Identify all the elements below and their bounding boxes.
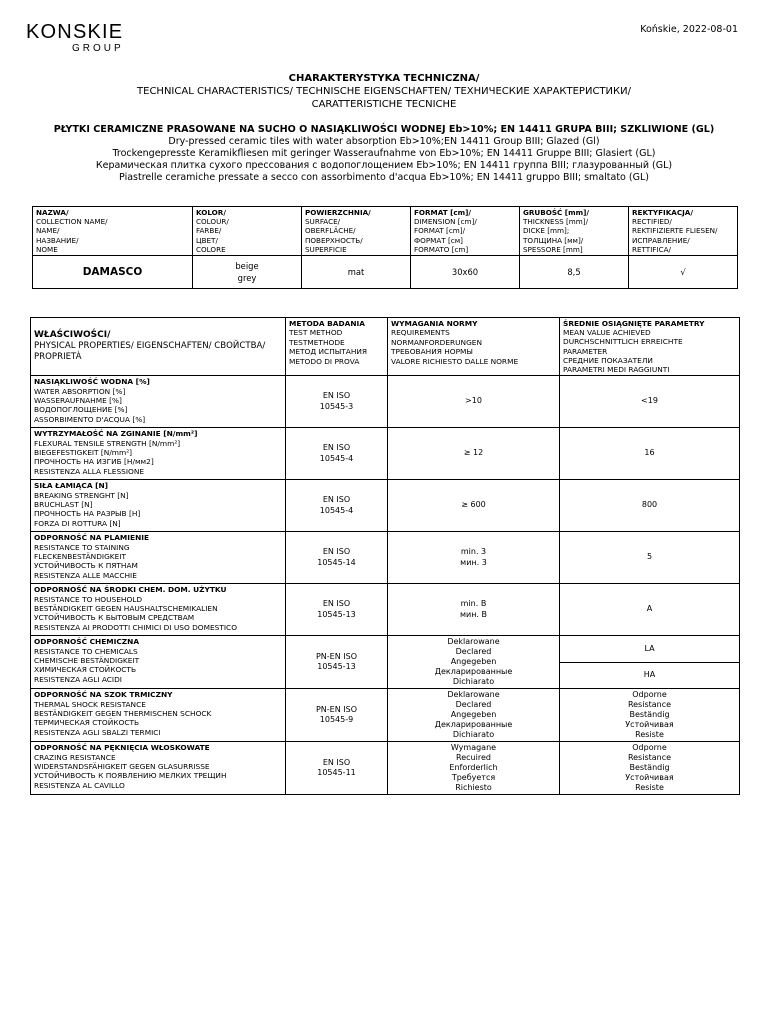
value-name: DAMASCO bbox=[33, 256, 193, 289]
value-format: 30x60 bbox=[411, 256, 520, 289]
property-row bbox=[31, 742, 740, 795]
brand-sub: GROUP bbox=[72, 43, 124, 54]
product-it: Piastrelle ceramiche pressate a secco con assorbimento d'acqua Eb>10%; EN 14411 gruppo BIII; smaltato (GL) bbox=[119, 172, 649, 183]
product-ru: Керамическая плитка сухого прессования с водопоглощением Eb>10%; EN 14411 группа BIII; глазурованный (GL) bbox=[95, 160, 673, 171]
header-rectified: REKTYFIKACJA/ RECTIFIED/ REKTIFIZIERTE FLIESEN/ ИСПРАВЛЕНИЕ/ RETTIFICA/ bbox=[629, 207, 738, 256]
property-row bbox=[31, 532, 740, 584]
title-main: CHARAKTERYSTYKA TECHNICZNA/ bbox=[288, 73, 480, 84]
properties-header bbox=[31, 318, 740, 376]
product-description bbox=[0, 124, 768, 184]
mean-value: A bbox=[560, 584, 740, 636]
requirement: min. B мин. B bbox=[388, 584, 560, 636]
product-pl: PŁYTKI CERAMICZNE PRASOWANE NA SUCHO O NASIĄKLIWOŚCI WODNEJ Eb>10%; EN 14411 GRUPA BIII; SZKLIWIONE (GL) bbox=[53, 124, 715, 135]
properties-table bbox=[30, 317, 740, 795]
property-row bbox=[31, 689, 740, 742]
title-line-3: CARATTERISTICHE TECNICHE bbox=[311, 99, 457, 110]
requirement: min. 3 мин. 3 bbox=[388, 532, 560, 584]
product-table bbox=[32, 206, 738, 289]
mean-value: <19 bbox=[560, 376, 740, 428]
property-row bbox=[31, 428, 740, 480]
test-method: EN ISO 10545-14 bbox=[286, 532, 388, 584]
mean-value: 16 bbox=[560, 428, 740, 480]
property-label: ODPORNOŚĆ CHEMICZNA RESISTANCE TO CHEMICALS CHEMISCHE BESTÄNDIGKEIT ХИМИЧЕСКАЯ СТОЙКОСТЬ RESISTENZA AGLI ACIDI bbox=[31, 636, 286, 689]
requirement: Deklarowane Declared Angegeben Декларированные Dichiarato bbox=[388, 689, 560, 742]
property-row bbox=[31, 480, 740, 532]
product-table-header bbox=[33, 207, 738, 256]
requirement: Wymagane Recuired Enforderlich Требуется Richiesto bbox=[388, 742, 560, 795]
property-label: ODPORNOŚĆ NA PLAMIENIE RESISTANCE TO STAINING FLECKENBESTÄNDIGKEIT УСТОЙЧИВОСТЬ К ПЯТНАМ RESISTENZA ALLE MACCHIE bbox=[31, 532, 286, 584]
test-method: EN ISO 10545-4 bbox=[286, 428, 388, 480]
value-surface: mat bbox=[302, 256, 411, 289]
document-date: Końskie, 2022-08-01 bbox=[640, 24, 738, 35]
mean-value-secondary: HA bbox=[560, 662, 740, 689]
test-method: EN ISO 10545-4 bbox=[286, 480, 388, 532]
header-format: FORMAT [cm]/ DIMENSION [cm]/ FORMAT [cm]/ ФОРМАТ [см] FORMATO [cm] bbox=[411, 207, 520, 256]
mean-value: LA bbox=[560, 636, 740, 663]
value-thickness: 8,5 bbox=[520, 256, 629, 289]
brand-name: KONSKIE bbox=[26, 21, 124, 43]
requirement: ≥ 600 bbox=[388, 480, 560, 532]
property-label: ODPORNOŚĆ NA ŚRODKI CHEM. DOM. UŻYTKU RESISTANCE TO HOUSEHOLD BESTÄNDIGKEIT GEGEN HAUSHALTSCHEMIKALIEN УСТОЙЧИВОСТЬ К БЫТОВЫМ СРЕДСТВАМ RESISTENZA AI PRODOTTI CHIMICI DI USO DOMESTICO bbox=[31, 584, 286, 636]
test-method: PN-EN ISO 10545-13 bbox=[286, 636, 388, 689]
header-properties: WŁAŚCIWOŚCI/ PHYSICAL PROPERTIES/ EIGENSCHAFTEN/ СВОЙСТВА/ PROPRIETÀ bbox=[31, 318, 286, 376]
property-row bbox=[31, 584, 740, 636]
property-label: ODPORNOŚĆ NA SZOK TRMICZNY THERMAL SHOCK RESISTANCE BESTÄNDIGKEIT GEGEN THERMISCHEN SCHOCK ТЕРМИЧЕСКАЯ СТОЙКОСТЬ RESISTENZA AGLI SBALZI TERMICI bbox=[31, 689, 286, 742]
product-en: Dry-pressed ceramic tiles with water absorption Eb>10%;EN 14411 Group BIII; Glazed (Gl) bbox=[168, 136, 600, 147]
header-colour: KOLOR/ COLOUR/ FARBE/ ЦВЕТ/ COLORE bbox=[193, 207, 302, 256]
mean-value: 5 bbox=[560, 532, 740, 584]
header-name: NAZWA/ COLLECTION NAME/ NAME/ НАЗВАНИЕ/ NOME bbox=[33, 207, 193, 256]
mean-value: Odporne Resistance Beständig Устойчивая Resiste bbox=[560, 689, 740, 742]
header-mean-value: ŚREDNIE OSIĄGNIĘTE PARAMETRY MEAN VALUE ACHIEVED DURCHSCHNITTLICH ERREICHTE PARAMETER СРЕДНИЕ ПОКАЗАТЕЛИ PARAMETRI MEDI RAGGIUNTI bbox=[560, 318, 740, 376]
header-requirements: WYMAGANIA NORMY REQUIREMENTS NORMANFORDERUNGEN ТРЕБОВАНИЯ НОРМЫ VALORE RICHIESTO DALLE NORME bbox=[388, 318, 560, 376]
brand-logo bbox=[26, 22, 124, 56]
title-line-2: TECHNICAL CHARACTERISTICS/ TECHNISCHE EIGENSCHAFTEN/ ТЕХНИЧЕСКИЕ ХАРАКТЕРИСТИКИ/ bbox=[137, 86, 631, 97]
property-label: NASIĄKLIWOŚĆ WODNA [%] WATER ABSORPTION [%] WASSERAUFNAHME [%] ВОДОПОГЛОЩЕНИЕ [%] ASSORBIMENTO D'ACQUA [%] bbox=[31, 376, 286, 428]
property-label: ODPORNOŚĆ NA PĘKNIĘCIA WŁOSKOWATE CRAZING RESISTANCE WIDERSTANDSFÄHIGKEIT GEGEN GLASURRISSE УСТОЙЧИВОСТЬ К ПОЯВЛЕНИЮ МЕЛКИХ ТРЕЩИН RESISTENZA AL CAVILLO bbox=[31, 742, 286, 795]
document-title bbox=[0, 72, 768, 111]
property-label: WYTRZYMAŁOŚĆ NA ZGINANIE [N/mm²] FLEXURAL TENSILE STRENGTH [N/mm²] BIEGEFESTIGKEIT [N/mm²] ПРОЧНОСТЬ НА ИЗГИБ [Н/мм2] RESISTENZA ALLA FLESSIONE bbox=[31, 428, 286, 480]
mean-value: 800 bbox=[560, 480, 740, 532]
test-method: EN ISO 10545-13 bbox=[286, 584, 388, 636]
requirement: ≥ 12 bbox=[388, 428, 560, 480]
value-rectified: √ bbox=[629, 256, 738, 289]
product-table-values bbox=[33, 256, 738, 289]
product-de: Trockengepresste Keramikfliesen mit geringer Wasseraufnahme von Eb>10%; EN 14411 Gruppe BIII; Glasiert (GL) bbox=[112, 148, 656, 159]
requirement: >10 bbox=[388, 376, 560, 428]
property-row bbox=[31, 636, 740, 663]
mean-value: Odporne Resistance Beständig Устойчивая Resiste bbox=[560, 742, 740, 795]
property-row bbox=[31, 376, 740, 428]
requirement: Deklarowane Declared Angegeben Декларированные Dichiarato bbox=[388, 636, 560, 689]
header-thickness: GRUBOŚĆ [mm]/ THICKNESS [mm]/ DICKE [mm]; ТОЛЩИНА [мм]/ SPESSORE [mm] bbox=[520, 207, 629, 256]
header-surface: POWIERZCHNIA/ SURFACE/ OBERFLÄCHE/ ПОВЕРХНОСТЬ/ SUPERFICIE bbox=[302, 207, 411, 256]
test-method: EN ISO 10545-11 bbox=[286, 742, 388, 795]
test-method: EN ISO 10545-3 bbox=[286, 376, 388, 428]
value-colour: beige grey bbox=[193, 256, 302, 289]
test-method: PN-EN ISO 10545-9 bbox=[286, 689, 388, 742]
header-method: METODA BADANIA TEST METHOD TESTMETHODE МЕТОД ИСПЫТАНИЯ METODO DI PROVA bbox=[286, 318, 388, 376]
property-label: SIŁA ŁAMIĄCA [N] BREAKING STRENGHT [N] BRUCHLAST [N] ПРОЧНОСТЬ НА РАЗРЫВ [Н] FORZA DI ROTTURA [N] bbox=[31, 480, 286, 532]
